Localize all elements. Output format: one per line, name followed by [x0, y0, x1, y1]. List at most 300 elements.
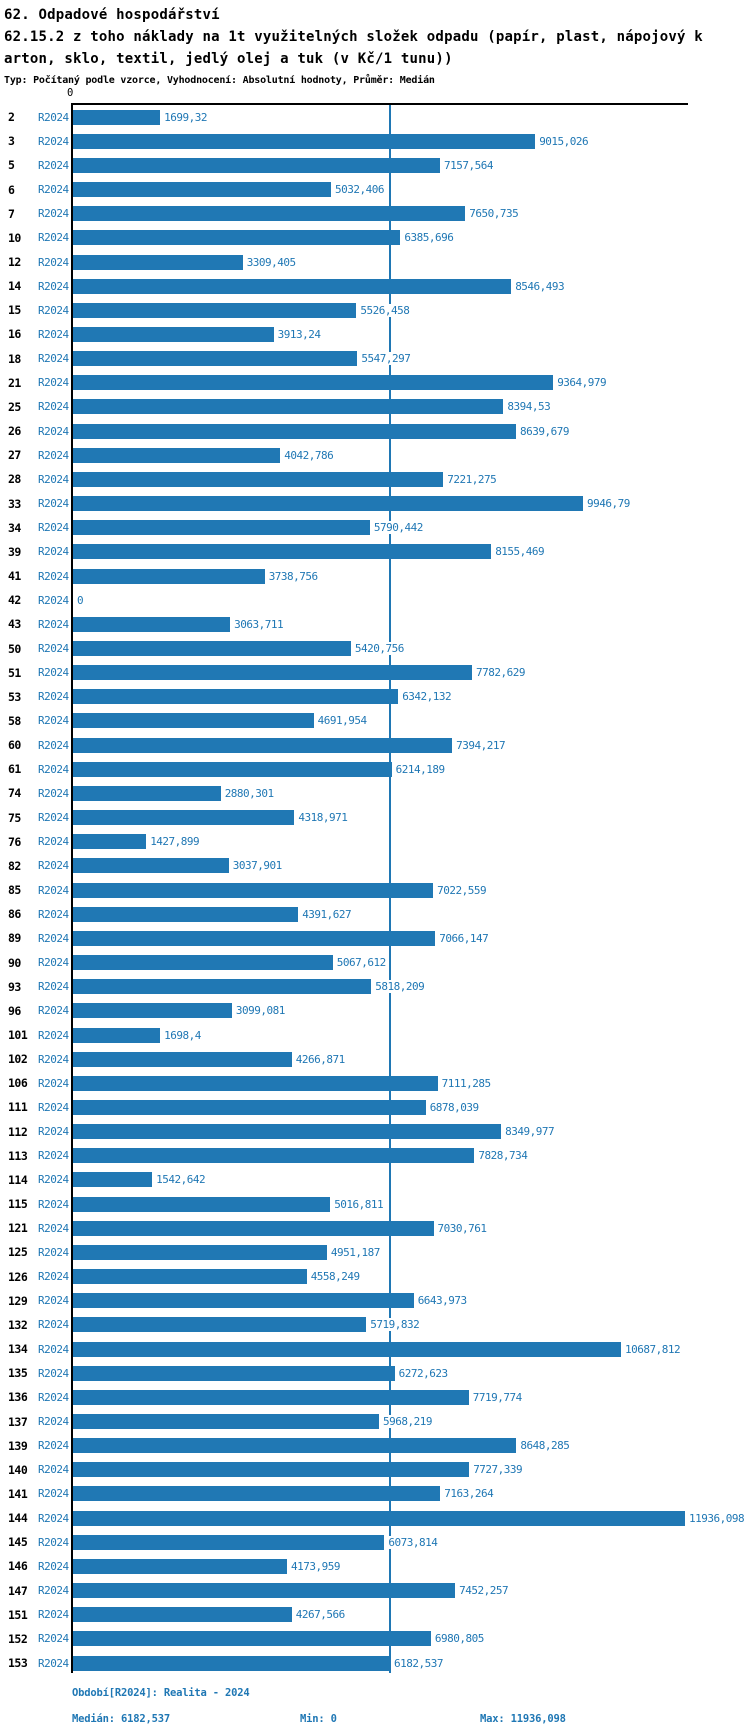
- bar-value-label: 8639,679: [520, 424, 569, 438]
- row-category-label: 3: [8, 134, 15, 149]
- row-category-label: 16: [8, 327, 21, 342]
- bar-area: [73, 1579, 750, 1603]
- bar-value-label: 6878,039: [429, 1100, 479, 1114]
- chart-row: [0, 806, 750, 830]
- bar-value-label: 1698,4: [164, 1028, 201, 1042]
- bar: [73, 1390, 469, 1405]
- chart-row: [0, 757, 750, 781]
- bar-value-label: 4691,954: [317, 714, 367, 728]
- bar-value-label: 8155,469: [495, 545, 545, 559]
- bar-area: [73, 1120, 750, 1144]
- chart-row: [0, 1651, 750, 1675]
- chart-row: [0, 274, 750, 298]
- row-series-label: R2024: [38, 134, 69, 148]
- bar-value-label: 7719,774: [472, 1390, 522, 1404]
- bar: [73, 1003, 232, 1018]
- row-series-label: R2024: [38, 231, 69, 245]
- chart-row: [0, 419, 750, 443]
- bar: [73, 1172, 152, 1187]
- bar-value-label: 9364,979: [557, 376, 607, 390]
- bar: [73, 496, 583, 511]
- bar-area: [73, 975, 750, 999]
- bar: [73, 713, 314, 728]
- bar: [73, 1221, 434, 1236]
- bar: [73, 1317, 366, 1332]
- row-category-label: 90: [8, 955, 21, 970]
- row-series-label: R2024: [38, 617, 69, 631]
- row-series-label: R2024: [38, 183, 69, 197]
- row-series-label: R2024: [38, 931, 69, 945]
- bar-value-label: 4391,627: [302, 907, 352, 921]
- bar-area: [73, 1385, 750, 1409]
- chart-row: [0, 1144, 750, 1168]
- row-category-label: 93: [8, 979, 21, 994]
- row-category-label: 85: [8, 883, 21, 898]
- chart-row: [0, 926, 750, 950]
- chart-row: [0, 1506, 750, 1530]
- row-series-label: R2024: [38, 545, 69, 559]
- bar-area: [73, 1506, 750, 1530]
- row-series-label: R2024: [38, 1632, 69, 1646]
- bar-area: [73, 1361, 750, 1385]
- footer-median-label: Medián: 6182,537: [72, 1713, 170, 1725]
- chart-row: [0, 1337, 750, 1361]
- row-category-label: 111: [8, 1100, 28, 1115]
- bar: [73, 1124, 501, 1139]
- bar-area: [73, 1482, 750, 1506]
- bar-value-label: 9946,79: [587, 497, 630, 511]
- row-category-label: 61: [8, 762, 21, 777]
- row-series-label: R2024: [38, 1197, 69, 1211]
- row-series-label: R2024: [38, 1004, 69, 1018]
- bar: [73, 1342, 621, 1357]
- row-series-label: R2024: [38, 1463, 69, 1477]
- row-category-label: 96: [8, 1003, 21, 1018]
- bar-value-label: 4173,959: [291, 1559, 340, 1573]
- chart-row: [0, 1023, 750, 1047]
- bar-value-label: 4267,566: [295, 1608, 345, 1622]
- row-category-label: 2: [8, 110, 15, 125]
- chart-meta-info: Typ: Počítaný podle vzorce, Vyhodnocení: Absolutní hodnoty, Průměr: Medián: [4, 75, 435, 86]
- bar-area: [73, 830, 750, 854]
- bar-area: [73, 806, 750, 830]
- bar-area: [73, 636, 750, 660]
- bar-value-label: 4951,187: [330, 1245, 380, 1259]
- bar-value-label: 6214,189: [395, 762, 445, 776]
- bar: [73, 955, 333, 970]
- row-series-label: R2024: [38, 762, 69, 776]
- row-category-label: 12: [8, 255, 21, 270]
- row-category-label: 7: [8, 206, 15, 221]
- row-category-label: 102: [8, 1052, 28, 1067]
- bar-area: [73, 685, 750, 709]
- chart-row: [0, 1289, 750, 1313]
- footer-min-label: Min: 0: [300, 1713, 337, 1725]
- bar: [73, 665, 472, 680]
- bar: [73, 1607, 292, 1622]
- chart-row: [0, 105, 750, 129]
- row-series-label: R2024: [38, 569, 69, 583]
- bar: [73, 1583, 455, 1598]
- bar-value-label: 7452,257: [459, 1584, 509, 1598]
- chart-row: [0, 1071, 750, 1095]
- row-category-label: 58: [8, 713, 21, 728]
- chart-row: [0, 540, 750, 564]
- chart-row: [0, 1458, 750, 1482]
- row-series-label: R2024: [38, 207, 69, 221]
- row-series-label: R2024: [38, 521, 69, 535]
- row-series-label: R2024: [38, 1656, 69, 1670]
- bar: [73, 110, 160, 125]
- bar-area: [73, 177, 750, 201]
- row-category-label: 28: [8, 472, 21, 487]
- row-series-label: R2024: [38, 1270, 69, 1284]
- row-category-label: 153: [8, 1656, 28, 1671]
- bar-value-label: 10687,812: [625, 1342, 681, 1356]
- chart-row: [0, 298, 750, 322]
- bar-area: [73, 1434, 750, 1458]
- bar-area: [73, 395, 750, 419]
- chart-row: [0, 781, 750, 805]
- chart-row: [0, 1265, 750, 1289]
- row-series-label: R2024: [38, 835, 69, 849]
- chart-row: [0, 1168, 750, 1192]
- bar-area: [73, 926, 750, 950]
- bar-area: [73, 1265, 750, 1289]
- row-category-label: 121: [8, 1221, 28, 1236]
- chart-row: [0, 129, 750, 153]
- bar: [73, 1197, 330, 1212]
- bar-value-label: 5547,297: [361, 352, 411, 366]
- row-category-label: 113: [8, 1148, 28, 1163]
- chart-row: [0, 1047, 750, 1071]
- bar-value-label: 7221,275: [447, 472, 497, 486]
- bar-area: [73, 1168, 750, 1192]
- chart-row: [0, 1216, 750, 1240]
- chart-row: [0, 1095, 750, 1119]
- bar: [73, 1028, 160, 1043]
- bar-area: [73, 443, 750, 467]
- chart-row: [0, 347, 750, 371]
- row-category-label: 82: [8, 858, 21, 873]
- bar-area: [73, 1530, 750, 1554]
- bar: [73, 1052, 292, 1067]
- row-category-label: 53: [8, 689, 21, 704]
- chart-row: [0, 588, 750, 612]
- row-series-label: R2024: [38, 400, 69, 414]
- bar-value-label: 5420,756: [354, 642, 404, 656]
- chart-row: [0, 516, 750, 540]
- row-category-label: 10: [8, 230, 21, 245]
- row-series-label: R2024: [38, 1173, 69, 1187]
- row-category-label: 145: [8, 1535, 28, 1550]
- bar-area: [73, 781, 750, 805]
- bar-area: [73, 298, 750, 322]
- bar-area: [73, 878, 750, 902]
- row-category-label: 151: [8, 1607, 28, 1622]
- row-category-label: 152: [8, 1631, 28, 1646]
- row-series-label: R2024: [38, 1390, 69, 1404]
- row-series-label: R2024: [38, 1535, 69, 1549]
- bar: [73, 810, 294, 825]
- chart-row: [0, 322, 750, 346]
- bar: [73, 158, 440, 173]
- bar-value-label: 3913,24: [277, 327, 321, 341]
- bar: [73, 834, 146, 849]
- row-series-label: R2024: [38, 1100, 69, 1114]
- bar-value-label: 6385,696: [404, 231, 454, 245]
- bar: [73, 1245, 327, 1260]
- bar: [73, 883, 433, 898]
- bar-value-label: 5067,612: [336, 956, 386, 970]
- bar-chart: [0, 87, 750, 1681]
- row-series-label: R2024: [38, 1149, 69, 1163]
- chart-row: [0, 153, 750, 177]
- bar-value-label: 7157,564: [444, 158, 493, 172]
- chart-row: [0, 1627, 750, 1651]
- bar: [73, 1366, 395, 1381]
- bar-area: [73, 588, 750, 612]
- bar-value-label: 5526,458: [360, 303, 410, 317]
- row-series-label: R2024: [38, 956, 69, 970]
- bar-value-label: 11936,098: [689, 1511, 745, 1525]
- row-category-label: 15: [8, 303, 21, 318]
- bar: [73, 641, 351, 656]
- bar-area: [73, 1216, 750, 1240]
- chart-row: [0, 1530, 750, 1554]
- bar: [73, 303, 356, 318]
- row-series-label: R2024: [38, 1559, 69, 1573]
- row-category-label: 27: [8, 448, 21, 463]
- row-category-label: 140: [8, 1462, 28, 1477]
- chart-row: [0, 999, 750, 1023]
- bar-area: [73, 226, 750, 250]
- bar: [73, 279, 511, 294]
- bar-area: [73, 371, 750, 395]
- bar-area: [73, 1095, 750, 1119]
- page-title: 62. Odpadové hospodářství: [4, 7, 220, 23]
- bar-value-label: 6342,132: [402, 690, 452, 704]
- row-category-label: 114: [8, 1172, 28, 1187]
- bar-area: [73, 1603, 750, 1627]
- row-series-label: R2024: [38, 593, 69, 607]
- bar: [73, 182, 331, 197]
- bar-value-label: 7727,339: [473, 1463, 523, 1477]
- bar-value-label: 5968,219: [383, 1415, 432, 1429]
- chart-rows: [0, 105, 750, 1675]
- row-category-label: 26: [8, 424, 21, 439]
- bar: [73, 1076, 438, 1091]
- bar-value-label: 9015,026: [539, 134, 589, 148]
- bar: [73, 230, 400, 245]
- bar: [73, 786, 221, 801]
- bar-value-label: 3738,756: [268, 569, 318, 583]
- bar-value-label: 7163,264: [444, 1487, 494, 1501]
- x-axis-zero-tick-label: 0: [67, 87, 74, 99]
- bar-value-label: 1542,642: [156, 1173, 206, 1187]
- chart-row: [0, 1192, 750, 1216]
- chart-row: [0, 733, 750, 757]
- row-category-label: 5: [8, 158, 15, 173]
- row-category-label: 106: [8, 1076, 28, 1091]
- bar-value-label: 6643,973: [417, 1294, 467, 1308]
- row-category-label: 76: [8, 834, 21, 849]
- bar-area: [73, 250, 750, 274]
- bar-area: [73, 322, 750, 346]
- row-series-label: R2024: [38, 1608, 69, 1622]
- row-category-label: 132: [8, 1317, 28, 1332]
- row-category-label: 51: [8, 665, 21, 680]
- row-series-label: R2024: [38, 714, 69, 728]
- row-series-label: R2024: [38, 1245, 69, 1259]
- bar-value-label: 5790,442: [373, 521, 423, 535]
- bar-area: [73, 1023, 750, 1047]
- bar-value-label: 8349,977: [505, 1125, 555, 1139]
- bar: [73, 1148, 474, 1163]
- row-category-label: 135: [8, 1366, 28, 1381]
- bar: [73, 1414, 379, 1429]
- row-series-label: R2024: [38, 1342, 69, 1356]
- bar-area: [73, 1071, 750, 1095]
- chart-row: [0, 371, 750, 395]
- row-series-label: R2024: [38, 859, 69, 873]
- row-series-label: R2024: [38, 1052, 69, 1066]
- bar: [73, 1511, 685, 1526]
- bar-value-label: 6073,814: [388, 1535, 438, 1549]
- chart-row: [0, 1482, 750, 1506]
- row-series-label: R2024: [38, 642, 69, 656]
- row-series-label: R2024: [38, 327, 69, 341]
- y-axis-line: [71, 103, 73, 1673]
- bar-value-label: 7022,559: [437, 883, 487, 897]
- bar-value-label: 3037,901: [232, 859, 282, 873]
- chart-row: [0, 1385, 750, 1409]
- row-series-label: R2024: [38, 738, 69, 752]
- row-category-label: 129: [8, 1293, 28, 1308]
- bar: [73, 375, 553, 390]
- bar-value-label: 4558,249: [310, 1270, 360, 1284]
- bar-value-label: 4266,871: [295, 1052, 345, 1066]
- bar: [73, 1438, 516, 1453]
- chart-row: [0, 636, 750, 660]
- chart-row: [0, 177, 750, 201]
- row-series-label: R2024: [38, 448, 69, 462]
- bar-area: [73, 733, 750, 757]
- bar-area: [73, 564, 750, 588]
- chart-row: [0, 492, 750, 516]
- bar-value-label: 0: [77, 593, 84, 607]
- bar-value-label: 7828,734: [478, 1149, 528, 1163]
- bar-area: [73, 467, 750, 491]
- bar-value-label: 7030,761: [437, 1221, 487, 1235]
- row-series-label: R2024: [38, 352, 69, 366]
- chart-row: [0, 1409, 750, 1433]
- bar: [73, 1486, 440, 1501]
- bar: [73, 762, 392, 777]
- row-series-label: R2024: [38, 1439, 69, 1453]
- bar-area: [73, 1627, 750, 1651]
- bar-area: [73, 105, 750, 129]
- bar-area: [73, 854, 750, 878]
- chart-row: [0, 564, 750, 588]
- row-series-label: R2024: [38, 1076, 69, 1090]
- bar-area: [73, 492, 750, 516]
- chart-row: [0, 467, 750, 491]
- row-category-label: 125: [8, 1245, 28, 1260]
- bar-area: [73, 902, 750, 926]
- bar-area: [73, 1554, 750, 1578]
- chart-row: [0, 1313, 750, 1337]
- bar: [73, 569, 265, 584]
- chart-header: [4, 4, 748, 88]
- bar: [73, 979, 371, 994]
- row-category-label: 126: [8, 1269, 28, 1284]
- bar-area: [73, 999, 750, 1023]
- bar-area: [73, 1289, 750, 1313]
- bar-value-label: 7650,735: [469, 207, 519, 221]
- bar-area: [73, 612, 750, 636]
- bar-value-label: 3099,081: [235, 1004, 285, 1018]
- bar-area: [73, 274, 750, 298]
- bar-area: [73, 1458, 750, 1482]
- bar-value-label: 5719,832: [370, 1318, 420, 1332]
- chart-row: [0, 395, 750, 419]
- chart-row: [0, 685, 750, 709]
- chart-row: [0, 226, 750, 250]
- row-series-label: R2024: [38, 376, 69, 390]
- row-category-label: 33: [8, 496, 21, 511]
- chart-row: [0, 661, 750, 685]
- bar-value-label: 6182,537: [394, 1656, 443, 1670]
- row-category-label: 139: [8, 1438, 28, 1453]
- bar-area: [73, 709, 750, 733]
- row-series-label: R2024: [38, 690, 69, 704]
- bar: [73, 907, 298, 922]
- row-series-label: R2024: [38, 424, 69, 438]
- bar-value-label: 6980,805: [434, 1632, 484, 1646]
- row-category-label: 50: [8, 641, 21, 656]
- chart-row: [0, 1579, 750, 1603]
- bar-value-label: 7111,285: [441, 1076, 491, 1090]
- chart-row: [0, 1361, 750, 1385]
- row-series-label: R2024: [38, 666, 69, 680]
- bar-value-label: 8546,493: [515, 279, 565, 293]
- footer-period-label: Období[R2024]: Realita - 2024: [72, 1687, 250, 1699]
- row-category-label: 146: [8, 1559, 28, 1574]
- bar-area: [73, 347, 750, 371]
- bar: [73, 1462, 469, 1477]
- row-category-label: 86: [8, 907, 21, 922]
- bar-value-label: 8648,285: [520, 1439, 570, 1453]
- bar: [73, 206, 465, 221]
- bar-value-label: 4042,786: [284, 448, 334, 462]
- bar-area: [73, 419, 750, 443]
- bar-value-label: 1427,899: [150, 835, 200, 849]
- bar-area: [73, 153, 750, 177]
- row-category-label: 101: [8, 1028, 28, 1043]
- bar-area: [73, 202, 750, 226]
- row-series-label: R2024: [38, 1294, 69, 1308]
- bar-value-label: 5818,209: [375, 980, 425, 994]
- row-series-label: R2024: [38, 786, 69, 800]
- bar-value-label: 7782,629: [476, 666, 525, 680]
- bar-area: [73, 1409, 750, 1433]
- row-series-label: R2024: [38, 110, 69, 124]
- bar-area: [73, 757, 750, 781]
- row-category-label: 60: [8, 738, 21, 753]
- bar: [73, 931, 435, 946]
- bar-area: [73, 540, 750, 564]
